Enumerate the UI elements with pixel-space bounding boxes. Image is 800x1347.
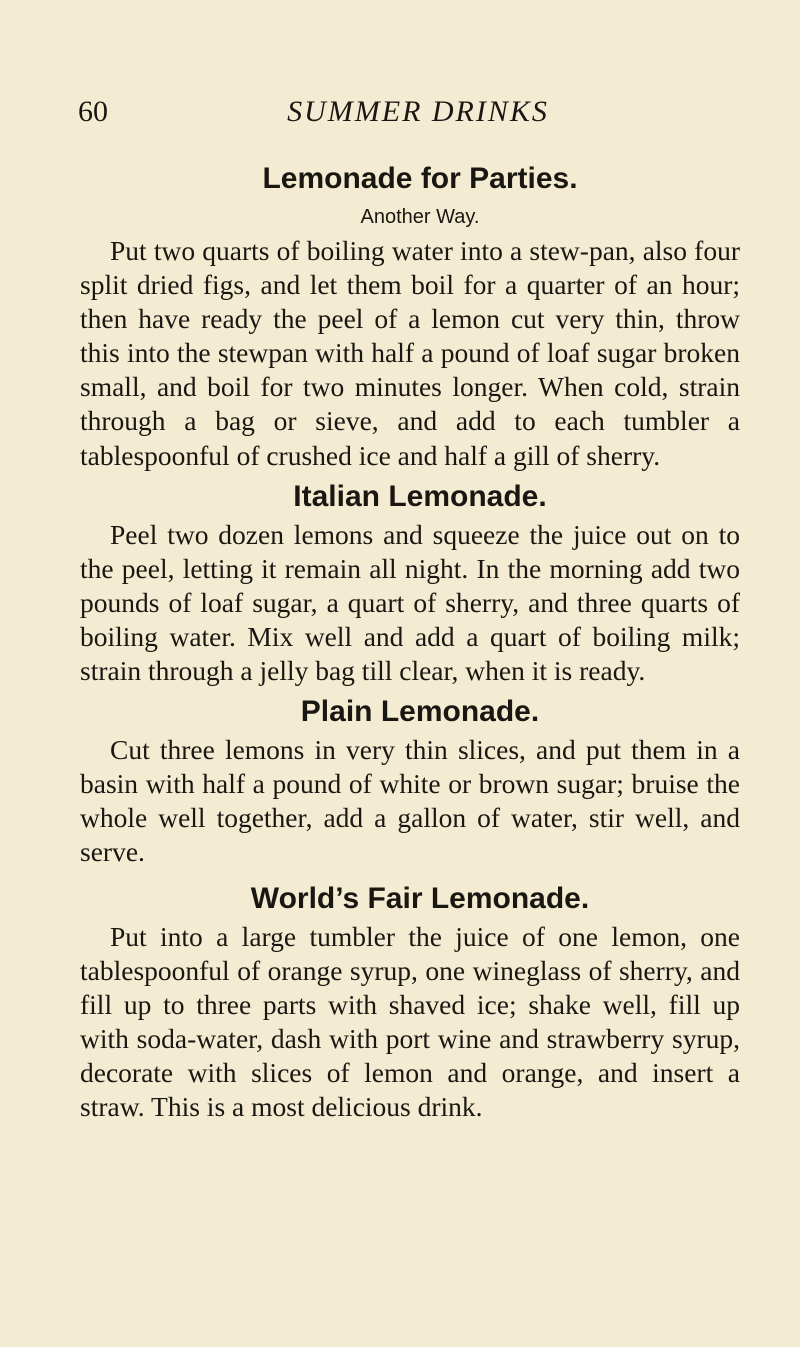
recipe-text: Put into a large tumbler the juice of one lemon, one tablespoonful of orange syrup, one wineglass of sherry, and fill up to three parts with shaved ice; shake well, fill up with soda-water, dash with port wine and strawberry syrup, decorate with slices of lemon and orange, and insert a straw. This is a most delicious drink. xyxy=(80,920,740,1122)
recipe-heading: Italian Lemonade. xyxy=(293,479,547,513)
recipe-text: Peel two dozen lemons and squeeze the juice out on to the peel, letting it remain all night. In the morning add two pounds of loaf sugar, a quart of sherry, and three quarts of boiling water. Mix well and add a quart of boiling milk; strain through a jelly bag till clear, when it is ready. xyxy=(80,518,740,687)
recipe-heading: Plain Lemonade. xyxy=(300,695,540,729)
running-head xyxy=(78,92,718,132)
page-number: 60 xyxy=(78,95,108,128)
page-content xyxy=(80,158,740,1127)
recipe-text: Put two quarts of boiling water into a stew-pan, also four split dried figs, and let them boil for a quarter of an hour; then have ready the peel of a lemon cut very thin, throw this into the stewpan with half a pound of loaf sugar broken small, and boil for two minutes longer. When cold, strain through a bag or sieve, and add to each tumbler a tablespoonful of crushed ice and half a gill of sherry. xyxy=(80,235,740,471)
recipe-text: Cut three lemons in very thin slices, and put them in a basin with half a pound of white or brown sugar; bruise the whole well together, add a gallon of water, stir well, and serve. xyxy=(80,734,740,868)
recipe-subheading: Another Way. xyxy=(360,206,480,228)
recipe-heading: World’s Fair Lemonade. xyxy=(250,881,590,915)
recipe-heading: Lemonade for Parties. xyxy=(262,162,578,195)
recipe-worlds-fair-lemonade xyxy=(80,878,740,1125)
running-title: SUMMER DRINKS xyxy=(287,95,549,128)
recipe-italian-lemonade xyxy=(80,476,740,688)
recipe-lemonade-for-parties xyxy=(80,158,740,473)
recipe-plain-lemonade xyxy=(80,691,740,869)
